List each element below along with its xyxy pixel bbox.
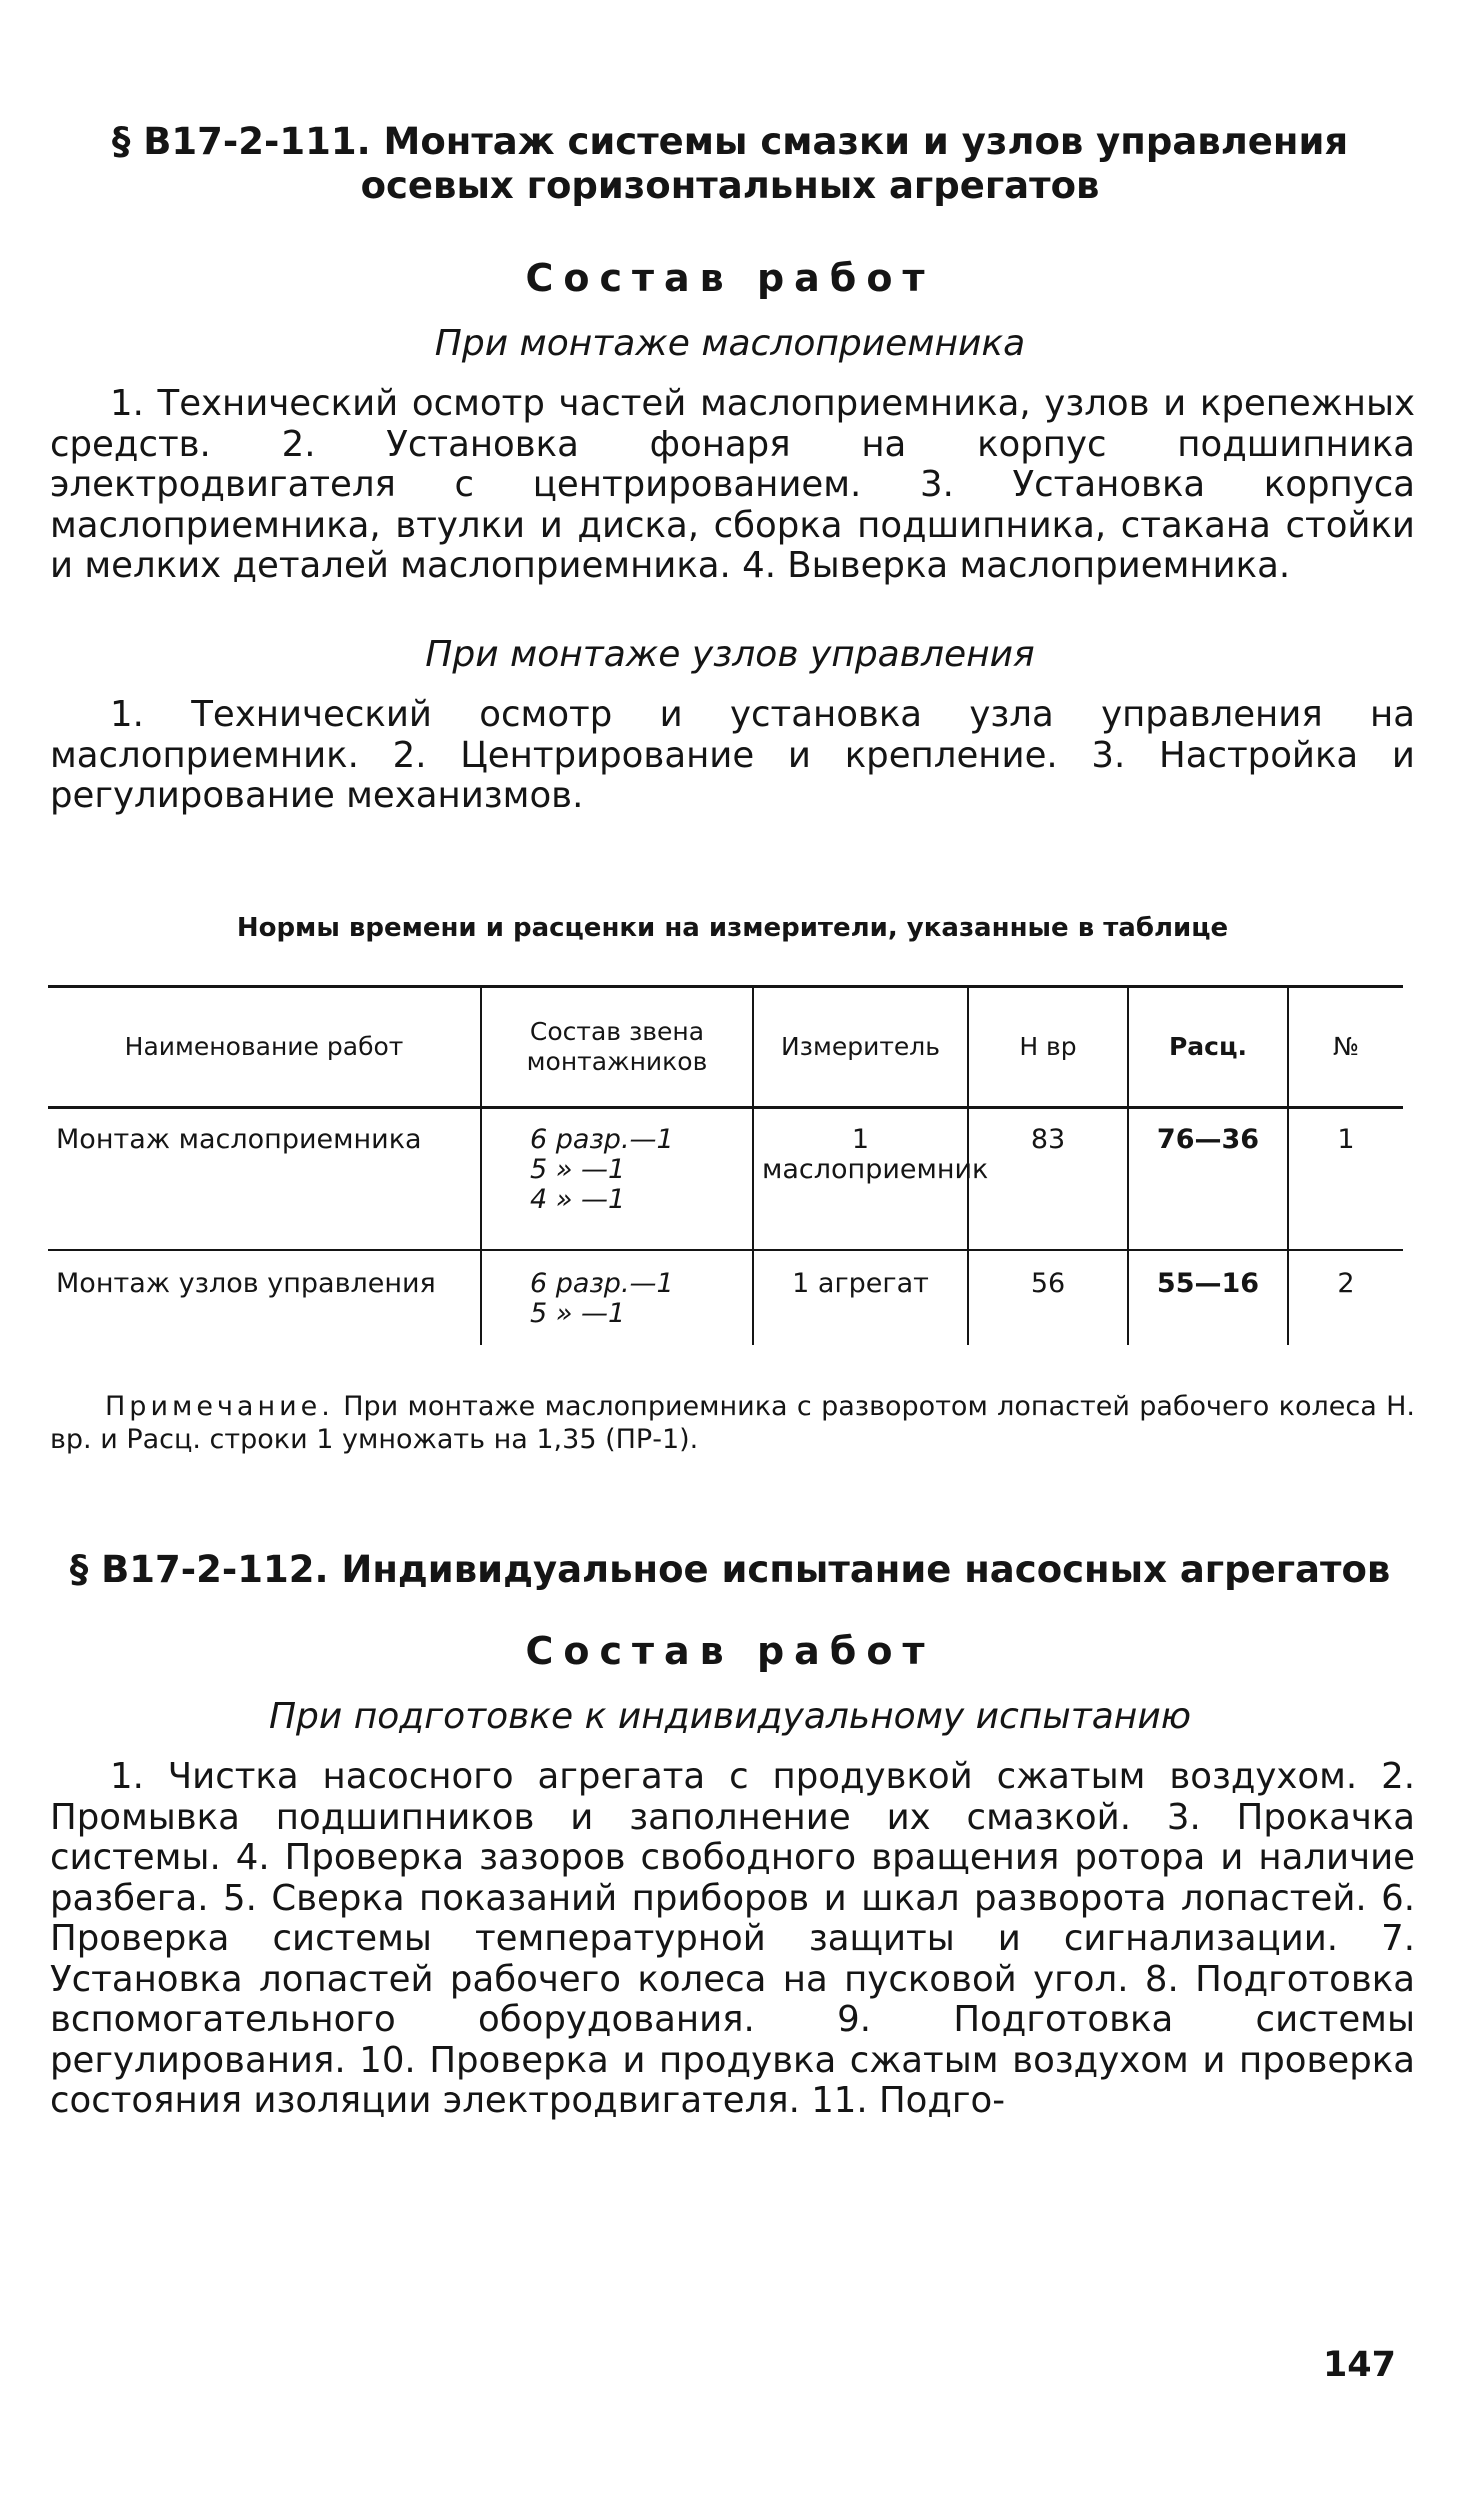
crew-line: 4 » —1	[530, 1184, 626, 1215]
note-text: При монтаже маслоприемника с разворотом лопастей рабочего колеса Н. вр. и Расц. строки 1 умножать на 1,35 (ПР-1).	[50, 1391, 1415, 1455]
paragraph-uzly-upravleniya-steps: 1. Технический осмотр и установка узла управления на маслоприемник. 2. Центрирование и крепление. 3. Настройка и регулирование механизмов.	[50, 694, 1415, 816]
paragraph-maslopriemnik-steps: 1. Технический осмотр частей маслоприемника, узлов и крепежных средств. 2. Установка фонаря на корпус подшипника электродвигателя с центрированием. 3. Установка корпуса маслоприемника, втулки и диска, сборка подшипника, стакана стойки и мелких деталей маслоприемника. 4. Выверка маслоприемника.	[50, 383, 1415, 586]
table-row	[48, 1108, 1403, 1251]
cell-crew	[481, 1108, 753, 1251]
cell-nvr: 83	[968, 1108, 1128, 1251]
section-heading-sostav: Состав работ	[525, 256, 935, 300]
cell-unit: 1 маслоприемник	[753, 1108, 968, 1251]
header-rate: Расц.	[1128, 987, 1288, 1108]
section-title-b17-2-112: § В17-2-112. Индивидуальное испытание насосных агрегатов	[69, 1548, 1391, 1591]
table-header-row	[48, 987, 1403, 1108]
paragraph-podgotovka-steps: 1. Чистка насосного агрегата с продувкой сжатым воздухом. 2. Промывка подшипников и заполнение их смазкой. 3. Прокачка системы. 4. Проверка зазоров свободного вращения ротора и наличие разбега. 5. Сверка показаний приборов и шкал разворота лопастей. 6. Проверка системы температурной защиты и сигнализации. 7. Установка лопастей рабочего колеса на пусковой угол. 8. Подготовка вспомогательного оборудования. 9. Подготовка системы регулирования. 10. Проверка и продувка сжатым воздухом и проверка состояния изоляции электродвигателя. 11. Подго-	[50, 1756, 1415, 2121]
cell-rate: 76—36	[1128, 1108, 1288, 1251]
crew-line: 5 » —1	[530, 1154, 626, 1185]
crew-line: 5 » —1	[530, 1298, 626, 1329]
cell-rate: 55—16	[1128, 1250, 1288, 1345]
section-title-line1: § В17-2-111. Монтаж системы смазки и узлов управления	[111, 120, 1349, 163]
cell-num: 1	[1288, 1108, 1403, 1251]
cell-crew	[481, 1250, 753, 1345]
header-crew: Состав звена монтажников	[481, 987, 753, 1108]
cell-num: 2	[1288, 1250, 1403, 1345]
section-heading-sostav-2: Состав работ	[525, 1629, 935, 1673]
section-title-line2: осевых горизонтальных агрегатов	[360, 164, 1100, 207]
header-num: №	[1288, 987, 1403, 1108]
table-row	[48, 1250, 1403, 1345]
note-label: Примечание.	[105, 1391, 334, 1422]
cell-name: Монтаж узлов управления	[56, 1268, 436, 1299]
subheading-podgotovka: При подготовке к индивидуальному испытанию	[268, 1696, 1192, 1737]
header-name: Наименование работ	[48, 987, 481, 1108]
subheading-uzly-upravleniya: При монтаже узлов управления	[425, 634, 1035, 675]
norms-table	[48, 985, 1403, 1345]
crew-line: 6 разр.—1	[530, 1124, 674, 1155]
crew-line: 6 разр.—1	[530, 1268, 674, 1299]
section-title-b17-2-111	[60, 120, 1400, 208]
table-note	[50, 1390, 1415, 1456]
header-unit: Измеритель	[753, 987, 968, 1108]
table-caption: Нормы времени и расценки на измерители, указанные в таблице	[236, 913, 1229, 943]
subheading-maslopriemnik: При монтаже маслоприемника	[434, 323, 1026, 364]
header-nvr: Н вр	[968, 987, 1128, 1108]
cell-nvr: 56	[968, 1250, 1128, 1345]
cell-unit: 1 агрегат	[753, 1250, 968, 1345]
page-number: 147	[1322, 2345, 1396, 2385]
cell-name: Монтаж маслоприемника	[48, 1108, 481, 1251]
